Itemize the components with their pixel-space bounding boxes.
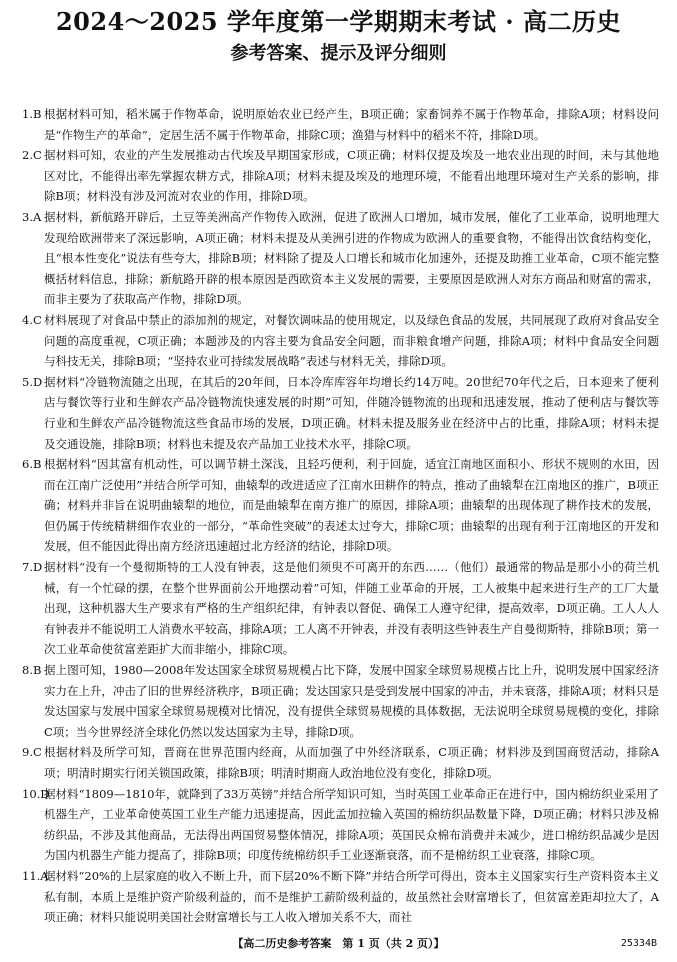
answer-number: 3.A (22, 209, 42, 224)
answer-number: 9.C (22, 745, 42, 760)
document-code: 25334B (620, 938, 657, 949)
answer-item (22, 866, 659, 928)
answer-number: 10.D (22, 786, 50, 801)
answer-number: 7.D (22, 560, 43, 575)
answer-number: 2.C (22, 148, 42, 163)
answer-explanation: 据材料，新航路开辟后，土豆等美洲高产作物传入欧洲，促进了欧洲人口增加，城市发展，催化了工业革命，说明地理大发现给欧洲带来了深远影响，A项正确；材料未提及从美洲引进的作物成为欧洲人的重要食物，不能得出饮食结构变化，且“根本性变化”说法有些夸大，排除B项；材料除了提及人口增长和城市化加速外，还提及助推工业革命，C项不能完整概括材料信息，排除；新航路开辟的根本原因是西欧资本主义发展的需要，主要原因是欧洲人对东方商品和财富的需求，而非主要为了获取高产作物，排除D项。 (44, 209, 659, 307)
answer-item (22, 104, 659, 145)
answer-number: 1.B (22, 107, 42, 121)
answer-item (22, 660, 659, 742)
page-subtitle: 参考答案、提示及评分细则 (230, 43, 447, 64)
answer-explanation: 据材料可知，农业的产生发展推动古代埃及早期国家形成，C项正确；材料仅提及埃及一地农业出现的时间，未与其他地区对比，不能得出率先掌握农耕方式，排除A项；材料未提及埃及的地理环境，不能看出地理环境对生产关系的影响，排除B项；材料没有涉及河流对农业的作用，排除D项。 (44, 148, 659, 204)
answer-number: 8.B (22, 663, 42, 678)
page-footer (0, 934, 677, 954)
answer-explanation: 据材料“20%的上层家庭的收入不断上升，而下层20%不断下降”并结合所学可得出，资本主义国家实行生产资料资本主义私有制，本质上是维护资产阶级利益的，而不是维护工薪阶级利益的，故虽然社会财富增长了，但贫富差距却拉大了，A项正确；材料只能说明美国社会财富增长与工人收入增加关系不大，而社 (44, 868, 659, 925)
answer-explanation: 据上图可知，1980—2008年发达国家全球贸易规模占比下降，发展中国家全球贸易规模占比上升，说明发展中国家经济实力在上升，冲击了旧的世界经济秩序，B项正确；发达国家只是受到发展中国家的冲击，并未衰落，排除A项；材料只是发达国家与发展中国家全球贸易规模对比情况，没有提供全球贸易规模的具体数据，无法说明全球贸易规模的变化，排除C项；当今世界经济全球化仍然以发达国家为主导，排除D项。 (44, 663, 659, 739)
page-title: 2024～2025 学年度第一学期期末考试 · 高二历史 (55, 7, 621, 36)
answer-list (22, 104, 659, 928)
answer-explanation: 根据材料及所学可知，晋商在世界范围内经商，从而加强了中外经济联系，C项正确；材料涉及到国商贸活动，排除A项；明清时期实行闭关锁国政策，排除B项；明清时期商人政治地位没有变化，排除D项。 (44, 745, 659, 780)
page-number-label: 【高二历史参考答案 第 1 页（共 2 页）】 (232, 937, 445, 950)
answer-item (22, 454, 659, 557)
answer-item (22, 742, 659, 783)
answer-explanation: 据材料“冷链物流随之出现，在其后的20年间，日本冷库库容年均增长约14万吨。20世纪70年代之后，日本迎来了便利店与餐饮等行业和生鲜农产品冷链物流快速发展的时期”可知，伴随冷链物流的出现和迅速发展，推动了便利店与餐饮等行业和生鲜农产品冷链物流这些食品市场的发展，D项正确。材料未提及服务业在经济中占的比重，排除A项；材料未提及交通设施，排除B项；材料也未提及农产品加工业技术水平，排除C项。 (44, 374, 659, 451)
answer-number: 5.D (22, 374, 43, 389)
answer-item (22, 207, 659, 310)
answer-explanation: 根据材料“因其富有机动性，可以调节耕土深浅，且轻巧便利，利于回旋，适宜江南地区面积小、形状不规则的水田，因而在江南广泛使用”并结合所学可知，曲辕犁的改进适应了江南水田耕作的特点，推动了曲辕犁在江南地区的推广，B项正确；材料并非旨在说明曲辕犁的地位，而是曲辕犁在南方推广的原因，排除A项；曲辕犁的出现体现了耕作技术的发展，但仍属于传统精耕细作农业的一部分，“革命性突破”的表述太过夸大，排除C项；曲辕犁的出现有利于江南地区的开发和发展，但不能因此得出南方经济迅速超过北方经济的结论，排除D项。 (44, 457, 659, 554)
answer-number: 6.B (22, 457, 42, 472)
answer-item (22, 557, 659, 660)
answer-number: 11.A (22, 868, 49, 883)
answer-explanation: 据材料“没有一个曼彻斯特的工人没有钟表，这是他们须臾不可离开的东西……（他们）最通常的物品是那小小的荷兰机械，有一个忙碌的摆，在整个世界面前公开地摆动着”可知，伴随工业革命的开展，工人被集中起来进行生产的工厂大量出现，这种机器大生产要求有严格的生产组织纪律，有钟表以督促、确保工人遵守纪律，提高效率，D项正确。工人人人有钟表并不能说明工人消费水平较高，排除A项；工人离不开钟表，并没有表明这些钟表生产自曼彻斯特，排除B项；第一次工业革命使贫富差距扩大而非缩小，排除C项。 (44, 560, 659, 657)
answer-item (22, 145, 659, 207)
answer-explanation: 根据材料可知，稻米属于作物革命，说明原始农业已经产生，B项正确；家畜饲养不属于作物革命，排除A项；材料设问是“作物生产的革命”，定居生活不属于作物革命，排除C项；渔猎与材料中的稻米不符，排除D项。 (44, 107, 659, 142)
answer-explanation: 材料展现了对食品中禁止的添加剂的规定，对餐饮调味品的使用规定，以及绿色食品的发展，共同展现了政府对食品安全问题的高度重视，C项正确；本题涉及的内容主要为食品安全问题，而非粮食增产问题，排除A项；材料中食品安全问题与科技无关，排除B项；“坚持农业可持续发展战略”表述与材料无关，排除D项。 (44, 312, 659, 369)
answer-item (22, 372, 659, 454)
answer-explanation: 据材料“1809—1810年，就降到了33万英镑”并结合所学知识可知，当时英国工业革命正在进行中，国内棉纺织业采用了机器生产，工业革命使英国工业生产能力迅速提高，因此孟加拉输入英国的棉纺织品数量下降，D项正确；材料只涉及棉纺织品，不涉及其他商品，无法得出两国贸易整体情况，排除A项；英国民众棉布消费并未减少，进口棉纺织品减少是因为国内机器生产能力提高了，排除B项；印度传统棉纺织手工业逐渐衰落，而不是棉纺织工业衰落，排除C项。 (44, 786, 659, 863)
answer-item (22, 310, 659, 372)
answer-item (22, 784, 659, 866)
answer-number: 4.C (22, 312, 42, 327)
